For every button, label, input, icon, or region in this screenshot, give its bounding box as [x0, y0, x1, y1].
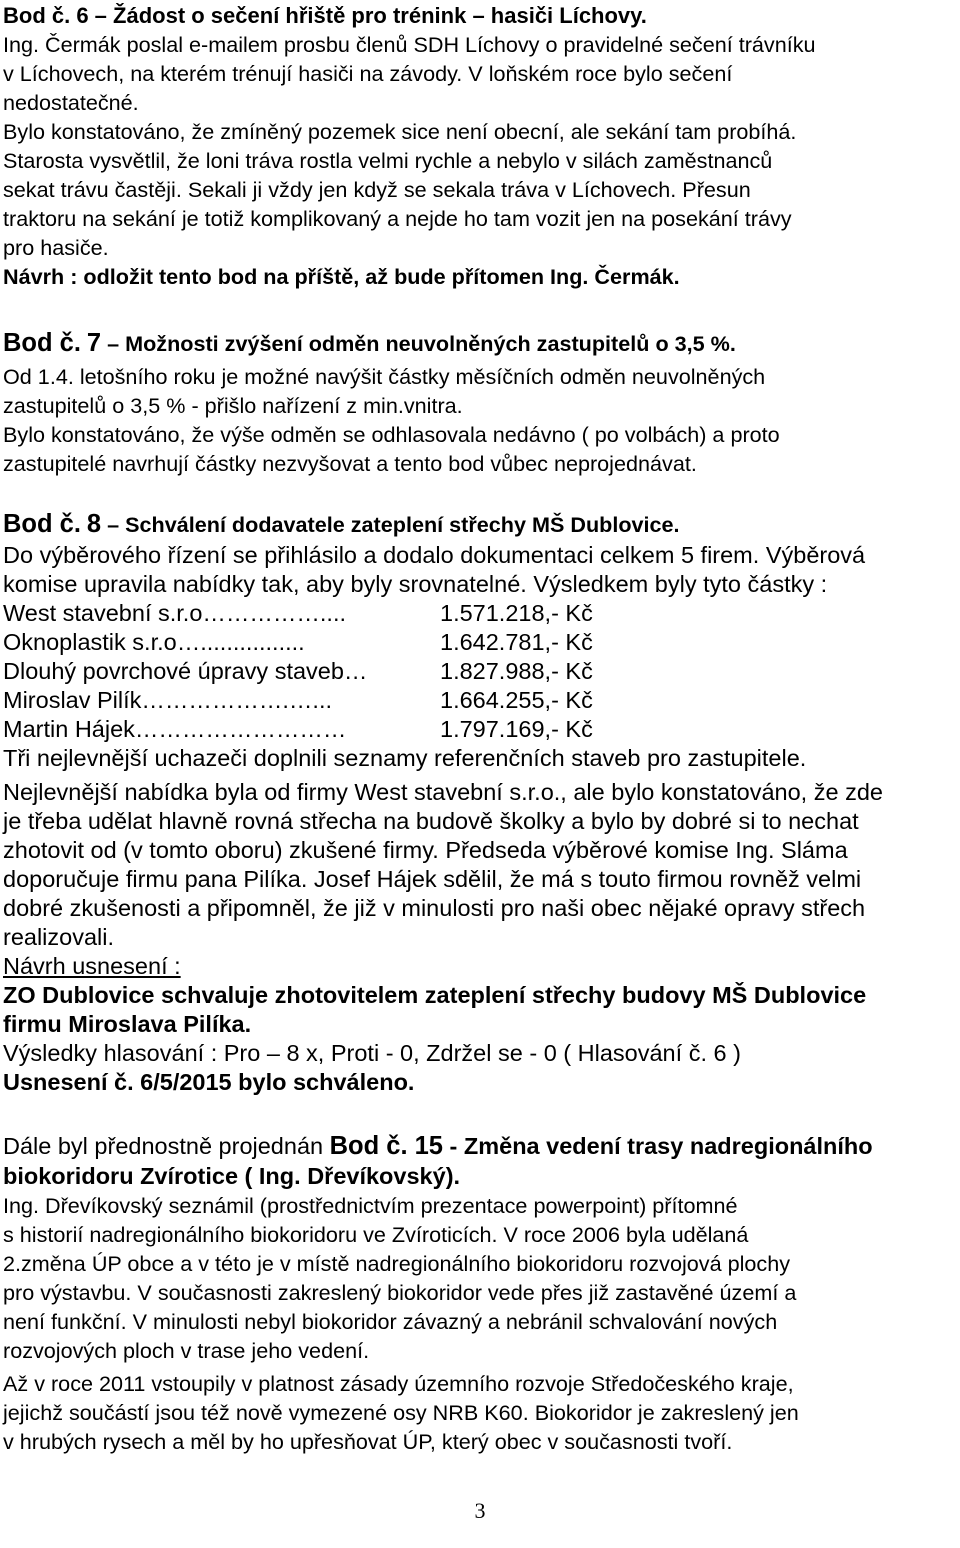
section-6-proposal: Návrh : odložit tento bod na příště, až bude přítomen Ing. Čermák. [3, 264, 680, 289]
section-8-line: Do výběrového řízení se přihlásilo a dodalo dokumentaci celkem 5 firem. Výběrová [3, 542, 866, 568]
section-8-line: realizovali. [3, 924, 115, 950]
section-15-line: pro výstavbu. V současnosti zakreslený biokoridor vede přes již zastavěné území a [3, 1280, 797, 1305]
bod-label: Bod č. 15 [329, 1132, 443, 1160]
resolution-text: firmu Miroslava Pilíka. [3, 1011, 252, 1037]
bod-label: Bod č. [3, 329, 81, 357]
section-7-line: zastupitelé navrhují částky nezvyšovat a tento bod vůbec neprojednávat. [3, 451, 697, 476]
section-7-line: Od 1.4. letošního roku je možné navýšit částky měsíčních odměn neuvolněných [3, 364, 766, 389]
proposal-label: Návrh usnesení : [3, 953, 181, 979]
section-15-title: - Změna vedení trasy nadregionálního [443, 1133, 873, 1159]
bid-name: Miroslav Pilík……………….…... [3, 687, 333, 713]
section-15-line: Až v roce 2011 vstoupily v platnost zásady územního rozvoje Středočeského kraje, [3, 1371, 794, 1396]
bod-number: 8 [86, 510, 102, 538]
resolution-text: ZO Dublovice schvaluje zhotovitelem zateplení střechy budovy MŠ Dublovice [3, 982, 867, 1008]
section-6-line: Starosta vysvětlil, že loni tráva rostla velmi rychle a nebylo v silách zaměstnanců [3, 148, 773, 173]
section-8-heading [3, 510, 680, 539]
section-15-intro: Dále byl přednostně projednán [3, 1133, 330, 1159]
vote-result: Výsledky hlasování : Pro – 8 x, Proti - 0, Zdržel se - 0 ( Hlasování č. 6 ) [3, 1040, 741, 1066]
section-8-line: doporučuje firmu pana Pilíka. Josef Hájek sdělil, že má s touto firmou rovněž velmi [3, 866, 862, 892]
bid-price: 1.827.988,- Kč [440, 658, 593, 684]
section-15-line: s historií nadregionálního biokoridoru ve Zvíroticích. V roce 2006 byla udělaná [3, 1222, 749, 1247]
section-8-line: Nejlevnější nabídka byla od firmy West stavební s.r.o., ale bylo konstatováno, že zde [3, 779, 883, 805]
section-8-line: komise upravila nabídky tak, aby byly srovnatelné. Výsledkem byly tyto částky : [3, 571, 828, 597]
bid-name: Dlouhý povrchové úpravy staveb… [3, 658, 368, 684]
section-8-line: zhotovit od (v tomto oboru) zkušené firmy. Předseda výběrové komise Ing. Sláma [3, 837, 848, 863]
bid-name: Martin Hájek……………………… [3, 716, 347, 742]
bid-name: West stavební s.r.o…………….... [3, 600, 347, 626]
section-7-line: zastupitelů o 3,5 % - přišlo nařízení z min.vnitra. [3, 393, 463, 418]
section-8-line: dobré zkušenosti a připomněl, že již v minulosti pro naši obec nějaké opravy střech [3, 895, 866, 921]
section-15-line: Ing. Dřevíkovský seznámil (prostřednictvím prezentace powerpoint) přítomné [3, 1193, 738, 1218]
section-8-line: Tři nejlevnější uchazeči doplnili seznamy referenčních staveb pro zastupitele. [3, 745, 807, 771]
section-7-heading [3, 329, 736, 358]
section-6-line: nedostatečné. [3, 90, 139, 115]
bid-price: 1.571.218,- Kč [440, 600, 593, 626]
section-6-line: Bylo konstatováno, že zmíněný pozemek sice není obecní, ale sekání tam probíhá. [3, 119, 797, 144]
section-7-line: Bylo konstatováno, že výše odměn se odhlasovala nedávno ( po volbách) a proto [3, 422, 780, 447]
section-7-title: – Možnosti zvýšení odměn neuvolněných zastupitelů o 3,5 %. [101, 331, 736, 356]
section-8-line: je třeba udělat hlavně rovná střecha na budově školky a bylo by dobré si to nechat [3, 808, 859, 834]
section-15-title-continued: biokoridoru Zvírotice ( Ing. Dřevíkovský). [3, 1163, 461, 1189]
section-15-line: není funkční. V minulosti nebyl biokoridor závazný a nebránil schvalování nových [3, 1309, 778, 1334]
section-6-line: pro hasiče. [3, 235, 109, 260]
resolution-approved: Usnesení č. 6/5/2015 bylo schváleno. [3, 1069, 415, 1095]
section-15-line: rozvojových ploch v trase jeho vedení. [3, 1338, 370, 1363]
section-6-line: v Líchovech, na kterém trénují hasiči na závody. V loňském roce bylo sečení [3, 61, 733, 86]
section-6-line: sekat trávu častěji. Sekali ji vždy jen když se sekala tráva v Líchovech. Přesun [3, 177, 751, 202]
bid-name: Oknoplastik s.r.o…................ [3, 629, 305, 655]
section-8-title: – Schválení dodavatele zateplení střechy MŠ Dublovice. [101, 512, 680, 537]
section-15-line: 2.změna ÚP obce a v této je v místě nadregionálního biokoridoru rozvojová plochy [3, 1251, 791, 1276]
section-6-line: traktoru na sekání je totiž komplikovaný a nejde ho tam vozit jen na posekání trávy [3, 206, 792, 231]
section-6-heading: Bod č. 6 – Žádost o sečení hřiště pro trénink – hasiči Líchovy. [3, 3, 647, 28]
section-15-line: v hrubých rysech a měl by ho upřesňovat ÚP, který obec v současnosti tvoří. [3, 1429, 733, 1454]
bod-number: 7 [86, 329, 102, 357]
section-15-heading [3, 1132, 873, 1161]
bid-price: 1.797.169,- Kč [440, 716, 593, 742]
section-15-line: jejichž součástí jsou též nově vymezené osy NRB K60. Biokoridor je zakreslený jen [3, 1400, 799, 1425]
bid-price: 1.642.781,- Kč [440, 629, 593, 655]
page-number: 3 [474, 1498, 486, 1523]
bod-label: Bod č. [3, 510, 81, 538]
section-6-line: Ing. Čermák poslal e-mailem prosbu členů SDH Líchovy o pravidelné sečení trávníku [3, 32, 816, 57]
bid-price: 1.664.255,- Kč [440, 687, 593, 713]
